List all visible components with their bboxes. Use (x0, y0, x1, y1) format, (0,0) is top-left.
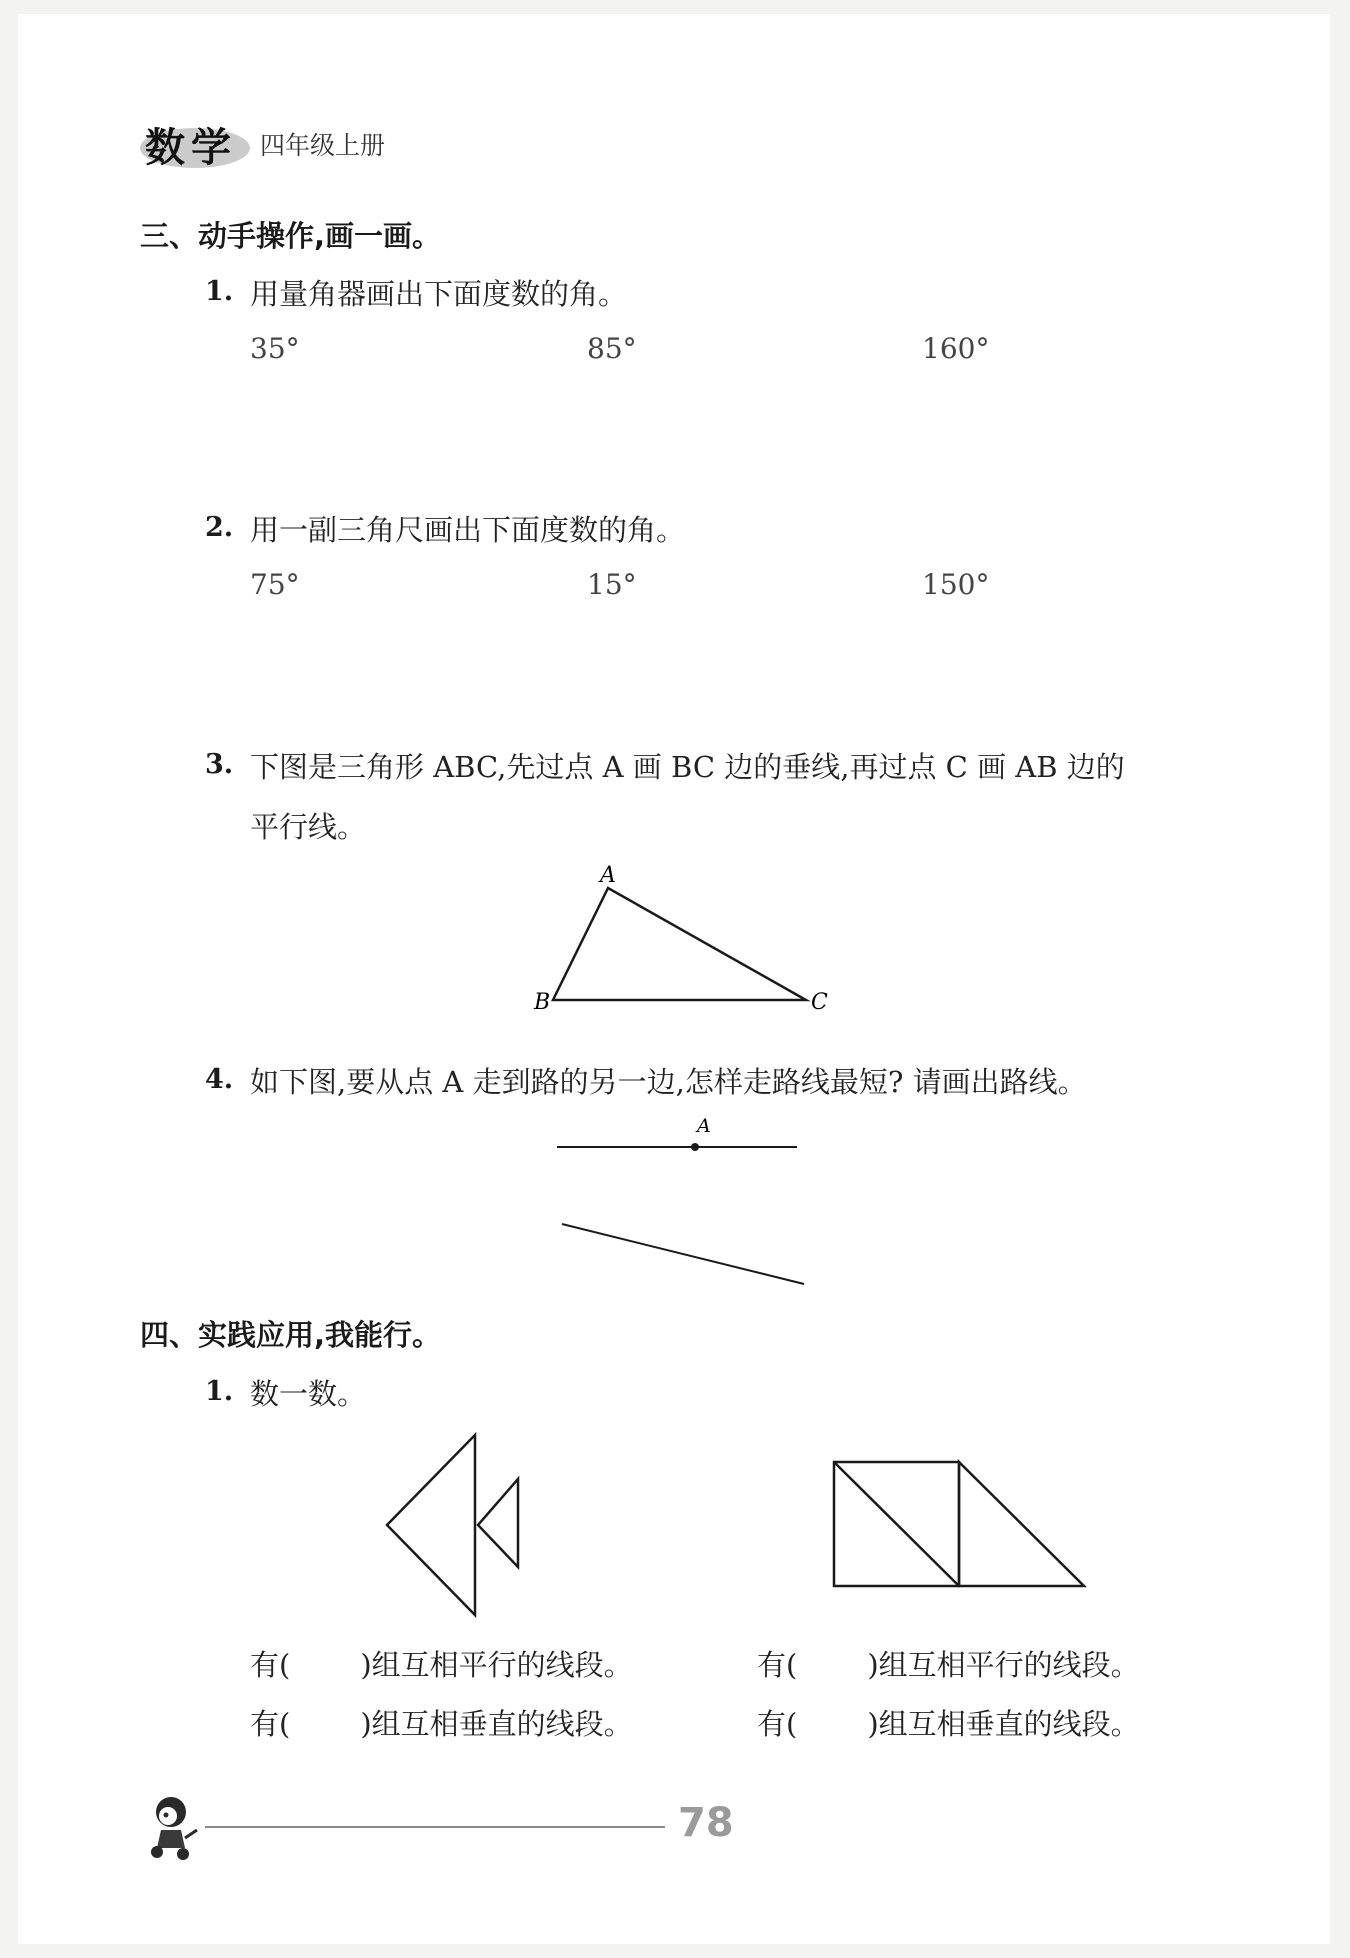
q3-1-text: 用量角器画出下面度数的角。 (250, 277, 628, 311)
q4-1-number: 1. (205, 1376, 234, 1407)
header-subject: 数学 (145, 125, 237, 171)
triangle-abc-diagram (520, 855, 840, 1015)
left-perp-post: )组互相垂直的线段。 (360, 1707, 633, 1741)
point-a (691, 1143, 699, 1151)
footer-rule (205, 1826, 665, 1828)
triangle-abc (553, 888, 806, 1000)
square-triangle-figure (820, 1450, 1100, 1600)
vertex-label-b: B (534, 990, 551, 1015)
q3-3-number: 3. (205, 749, 234, 780)
right-perp-post: )组互相垂直的线段。 (867, 1707, 1140, 1741)
left-parallel-answer (250, 1643, 633, 1684)
right-perpendicular-answer (757, 1702, 1140, 1743)
q3-2-angle-3: 150° (922, 568, 990, 601)
q3-4-number: 4. (205, 1064, 234, 1095)
q3-4-text: 如下图,要从点 A 走到路的另一边,怎样走路线最短? 请画出路线。 (250, 1065, 1087, 1099)
q3-1-angle-2: 85° (587, 332, 637, 365)
left-perpendicular-answer (250, 1702, 633, 1743)
page-number: 78 (678, 1800, 734, 1846)
vertex-label-a: A (600, 863, 616, 888)
q3-3-text-line1: 下图是三角形 ABC,先过点 A 画 BC 边的垂线,再过点 C 画 AB 边的 (250, 750, 1125, 784)
section-3-title: 三、动手操作,画一画。 (140, 219, 442, 253)
q3-1-number: 1. (205, 276, 234, 307)
large-triangle (387, 1435, 475, 1615)
header-grade: 四年级上册 (260, 131, 386, 160)
q3-2-angle-2: 15° (587, 568, 637, 601)
small-triangle (478, 1479, 518, 1567)
q3-2-number: 2. (205, 512, 234, 543)
point-a-label: A (697, 1115, 711, 1137)
right-parallel-answer (757, 1643, 1140, 1684)
q3-1-angle-3: 160° (922, 332, 990, 365)
right-parallel-post: )组互相平行的线段。 (867, 1648, 1140, 1682)
section-4-title: 四、实践应用,我能行。 (140, 1318, 442, 1352)
cartoon-mascot-icon (135, 1790, 210, 1870)
q3-3-text-line2: 平行线。 (250, 810, 367, 844)
right-perp-pre: 有( (757, 1707, 798, 1741)
road-edge-bottom (562, 1224, 804, 1284)
left-parallel-pre: 有( (250, 1648, 291, 1682)
q3-2-text: 用一副三角尺画出下面度数的角。 (250, 513, 686, 547)
q3-2-angle-1: 75° (250, 568, 300, 601)
nested-triangles-figure (370, 1425, 530, 1625)
road-diagram (540, 1110, 820, 1300)
left-perp-pre: 有( (250, 1707, 291, 1741)
right-triangle (959, 1462, 1084, 1586)
right-parallel-pre: 有( (757, 1648, 798, 1682)
q3-1-angle-1: 35° (250, 332, 300, 365)
square-diagonal (834, 1462, 959, 1586)
vertex-label-c: C (811, 990, 828, 1015)
q4-1-text: 数一数。 (250, 1377, 367, 1411)
left-parallel-post: )组互相平行的线段。 (360, 1648, 633, 1682)
